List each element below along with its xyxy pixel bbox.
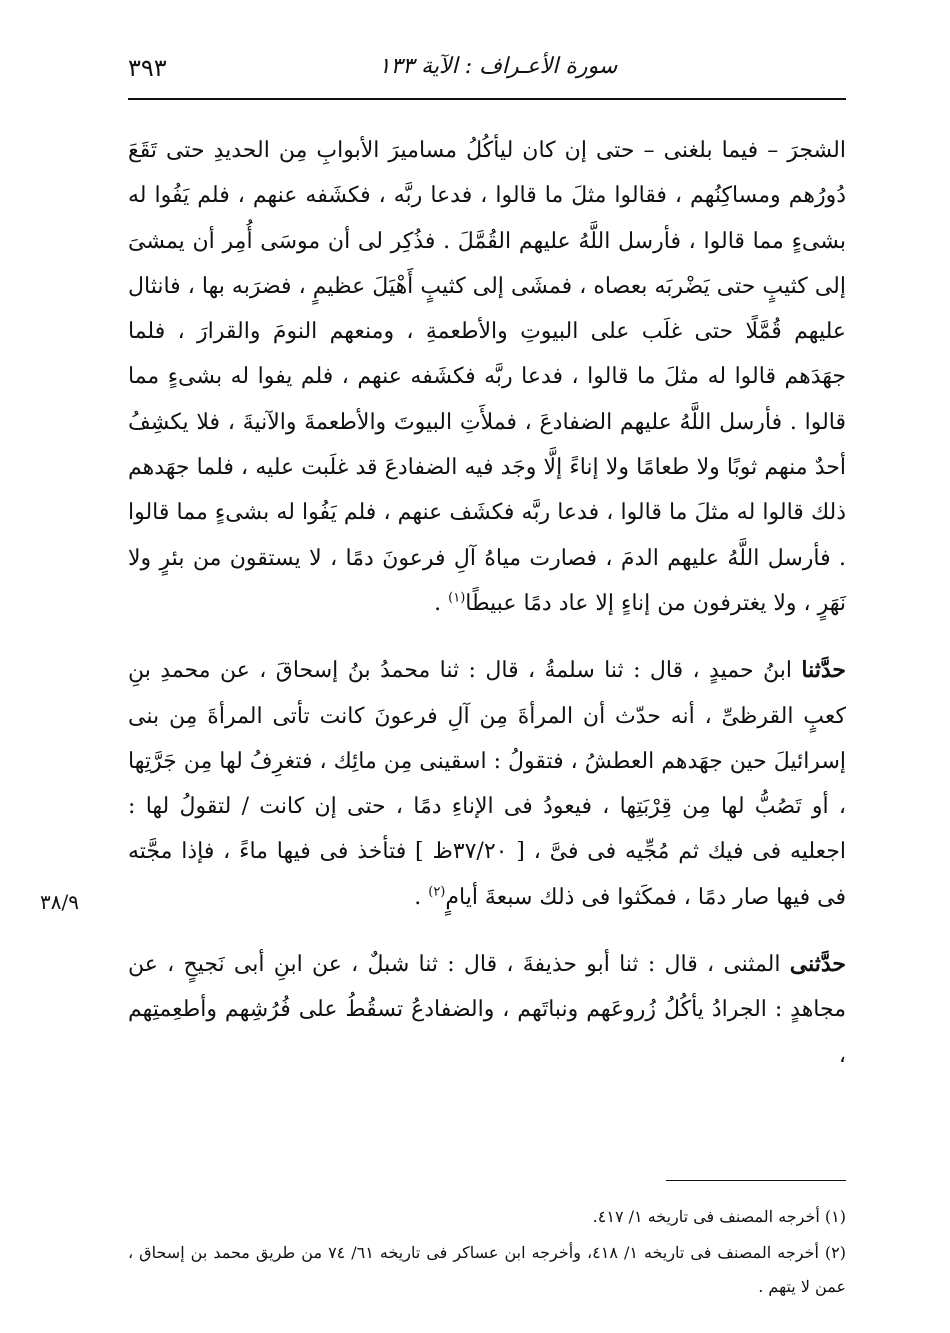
footnote-ref-1: (١): [448, 590, 466, 606]
paragraph-lead: حدَّثنا: [801, 657, 846, 684]
footnote-rule: [666, 1180, 846, 1181]
main-text: [128, 128, 846, 1078]
margin-volume-note: ٣٨/٩: [40, 890, 79, 914]
footnote-ref-2: (٢): [428, 884, 446, 900]
footnote-1: (١) أخرجه المصنف فى تاريخه ١/ ٤١٧.: [592, 1207, 846, 1226]
paragraph-3: [128, 942, 846, 1078]
paragraph-text: ابنُ حميدٍ ، قال : ثنا سلمةُ ، قال : ثنا محمدُ بنُ إسحاقَ ، عن محمدِ بنِ كعبٍ القرظىِّ ، أنه حدّث أن المرأةَ مِن آلِ فرعونَ كانت تأتى المرأةَ مِن بنى إسرائيلَ حين جهَدهم العطشُ ، فتقولُ : اسقينى مِن مائِك ، فتغرِفُ لها مِن جَرَّتِها ، أو تَصُبُّ لها مِن قِرْبَتِها ، فيعودُ فى الإناءِ دمًا ، حتى إن كانت / لتقولُ لها : اجعليه فى فيك ثم مُجِّيه فى فىَّ ، [ ٣٧/٢٠ظ ] فتأخذ فى فيها ماءً ، فإذا مجَّته فى فيها صار دمًا ، فمكَثوا فى ذلك سبعةَ أيامٍ: [128, 658, 846, 910]
page-number: ٣٩٣: [128, 54, 167, 82]
footnotes: [128, 1200, 846, 1304]
paragraph-2: [128, 648, 846, 920]
page-header: [128, 52, 846, 92]
paragraph-text: المثنى ، قال : ثنا أبو حذيفةَ ، قال : ثنا شبلٌ ، عن ابنِ أبى نَجيحٍ ، عن مجاهدٍ : الجرادُ يأكُلُ زُروعَهم ونباتَهم ، والضفادعُ تسقُطُ على فُرُشِهم وأطعِمتِهم ،: [128, 952, 846, 1068]
paragraph-lead: حدَّثنى: [789, 951, 846, 978]
paragraph-1: [128, 128, 846, 626]
paragraph-end: .: [434, 590, 449, 616]
header-rule: [128, 98, 846, 100]
footnote-2: (٢) أخرجه المصنف فى تاريخه ١/ ٤١٨، وأخرجه ابن عساكر فى تاريخه ٦١/ ٧٤ من طريق محمد بن إسحاق ، عمن لا يتهم .: [128, 1243, 847, 1296]
paragraph-end: .: [414, 884, 429, 910]
running-title: سورة الأعـراف : الآية ١٣٣: [378, 54, 618, 79]
paragraph-text: الشجرَ – فيما بلغنى – حتى إن كان ليأكُلُ مساميرَ الأبوابِ مِن الحديدِ حتى تَقَعَ دُورُهم ومساكِنُهم ، فقالوا مثلَ ما قالوا ، فدعا ربَّه ، فكشَفه عنهم ، فلم يَفُوا له بشىءٍ مما قالوا ، فأرسل اللَّهُ عليهم القُمَّلَ . فذُكِر لى أن موسَى أُمِر أن يمشىَ إلى كثيبٍ حتى يَضْربَه بعصاه ، فمشَى إلى كثيبٍ أَهْيَلَ عظيمٍ ، فضرَبه بها ، فانثال عليهم قُمَّلًا حتى غلَب على البيوتِ والأطعمةِ ، ومنعهم النومَ والقرارَ ، فلما جهَدَهم قالوا له مثلَ ما قالوا ، فدعا ربَّه فكشَفه عنهم ، فلم يفوا له بشىءٍ مما قالوا . فأرسل اللَّهُ عليهم الضفادعَ ، فملأَتِ البيوتَ والأطعمةَ والآنيةَ ، فلا يكشِفُ أحدٌ منهم ثوبًا ولا طعامًا ولا إناءً إلَّا وجَد فيه الضفادعَ قد غلَبت عليه ، فلما جهَدهم ذلك قالوا له مثلَ ما قالوا ، فدعا ربَّه فكشَف عنهم ، فلم يَفُوا له بشىءٍ مما قالوا . فأرسل اللَّهُ عليهم الدمَ ، فصارت مياهُ آلِ فرعونَ دمًا ، لا يستقون من بئرٍ ولا نَهَرٍ ، ولا يغترفون من إناءٍ إلا عاد دمًا عبيطًا: [128, 138, 846, 616]
